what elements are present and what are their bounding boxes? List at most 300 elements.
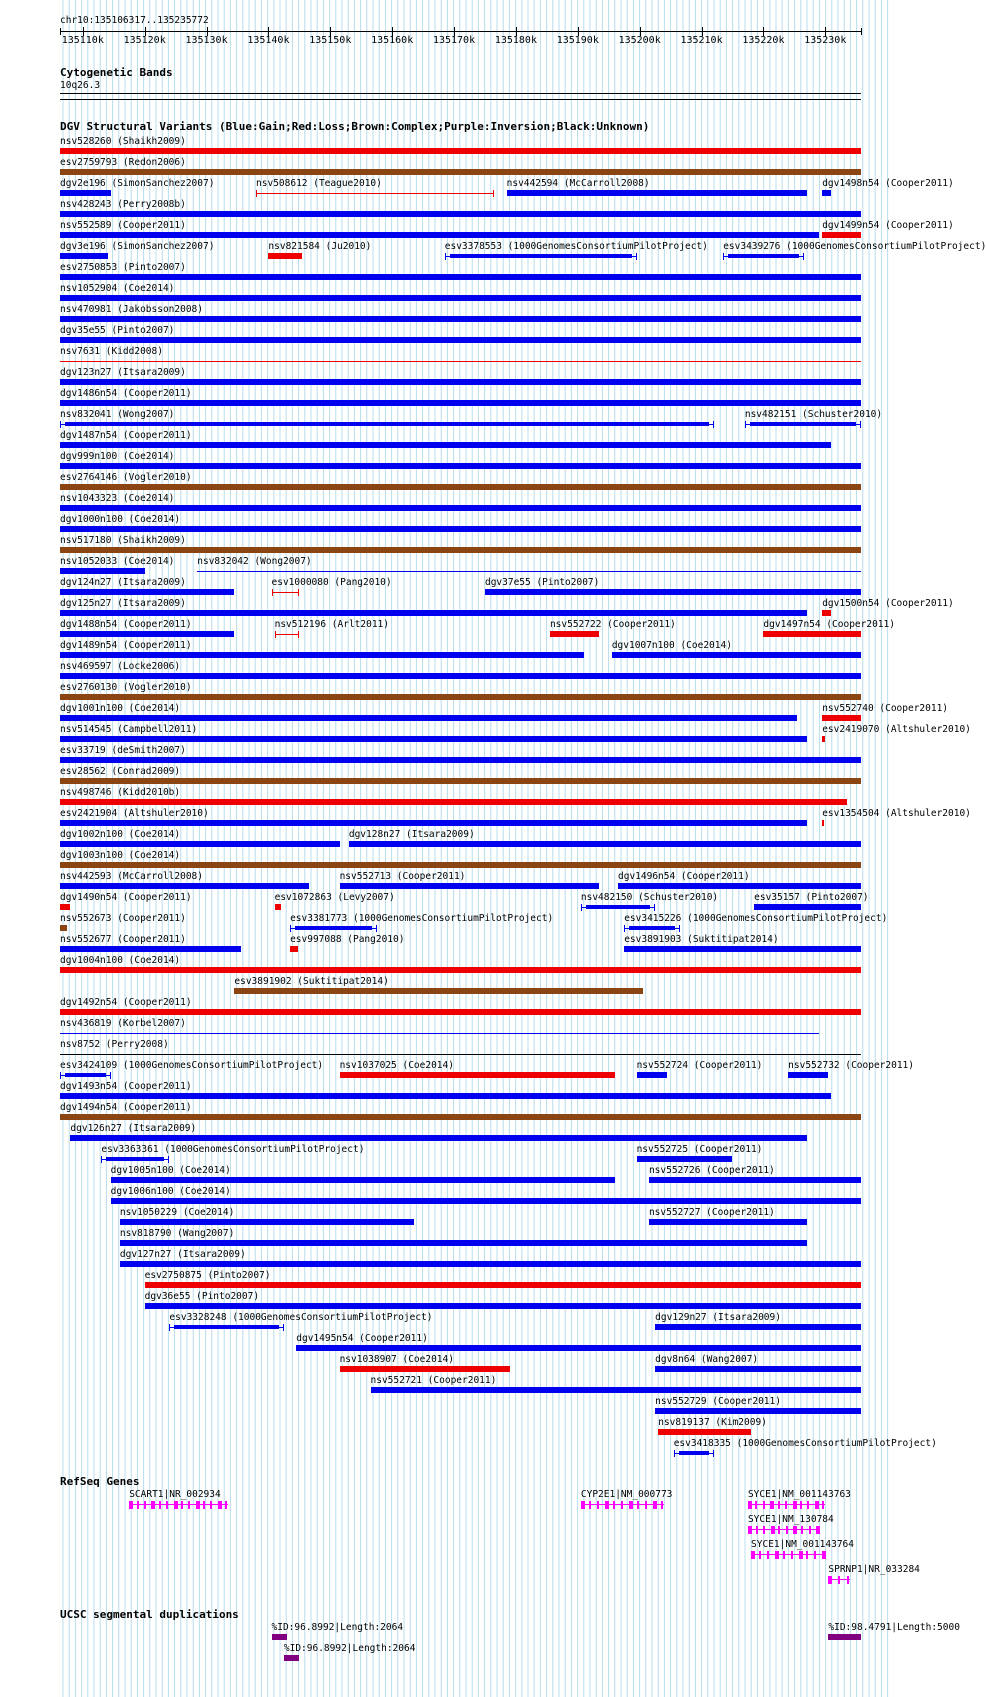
dgv-feature-bar[interactable] bbox=[120, 1240, 807, 1246]
refseq-gene-exon bbox=[793, 1501, 797, 1509]
ruler-tick-label: 135230k bbox=[804, 35, 847, 46]
dgv-feature-cap bbox=[860, 421, 861, 428]
dgv-feature-bar[interactable] bbox=[60, 631, 234, 637]
dgv-feature-label[interactable]: nsv1052904 (Coe2014) bbox=[60, 283, 175, 294]
dgv-feature-label[interactable]: nsv552729 (Cooper2011) bbox=[655, 1396, 781, 1407]
dgv-feature-label[interactable]: nsv552724 (Cooper2011) bbox=[636, 1060, 763, 1071]
dgv-feature-bar[interactable] bbox=[60, 589, 234, 595]
ruler-range-label: chr10:135106317..135235772 bbox=[60, 15, 209, 26]
dgv-feature-label[interactable]: nsv552740 (Cooper2011) bbox=[822, 703, 949, 714]
dgv-feature-label[interactable]: nsv482151 (Schuster2010) bbox=[744, 409, 883, 420]
dgv-feature-bar[interactable] bbox=[60, 568, 145, 574]
refseq-gene-exon bbox=[775, 1551, 779, 1559]
dgv-feature-core bbox=[728, 254, 798, 258]
dgv-feature-label[interactable]: esv2419070 (Altshuler2010) bbox=[822, 724, 971, 735]
dgv-feature-bar[interactable] bbox=[655, 1324, 861, 1330]
refseq-gene-exon bbox=[767, 1551, 769, 1559]
dgv-feature-bar[interactable] bbox=[788, 1072, 828, 1078]
dgv-feature-cap bbox=[275, 631, 276, 638]
refseq-gene-exon bbox=[748, 1526, 752, 1534]
refseq-gene-exon bbox=[151, 1501, 155, 1509]
dgv-feature-label[interactable]: dgv1500n54 (Cooper2011) bbox=[822, 598, 954, 609]
dgv-feature-bar[interactable] bbox=[60, 925, 67, 931]
refseq-gene-label[interactable]: CYP2E1|NM_000773 bbox=[580, 1489, 673, 1500]
dgv-feature-bar[interactable] bbox=[60, 526, 861, 532]
dgv-feature-bar[interactable] bbox=[822, 715, 861, 721]
refseq-gene-exon bbox=[748, 1501, 752, 1509]
dgv-feature-label[interactable]: dgv1006n100 (Coe2014) bbox=[110, 1186, 231, 1197]
dgv-feature-label[interactable]: dgv1003n100 (Coe2014) bbox=[60, 850, 181, 861]
refseq-gene-exon bbox=[144, 1501, 146, 1509]
dgv-feature-label[interactable]: nsv1038907 (Coe2014) bbox=[339, 1354, 454, 1365]
dgv-feature-cap bbox=[493, 190, 494, 197]
dgv-feature-label[interactable]: dgv128n27 (Itsara2009) bbox=[348, 829, 475, 840]
dgv-feature-bar[interactable] bbox=[822, 190, 831, 196]
dgv-feature-bar[interactable] bbox=[111, 1177, 615, 1183]
dgv-feature-cap bbox=[298, 631, 299, 638]
ruler-tick-label: 135170k bbox=[432, 35, 476, 46]
dgv-feature-label[interactable]: nsv436819 (Korbel2007) bbox=[60, 1018, 186, 1029]
ruler-tick-label: 135140k bbox=[247, 35, 290, 46]
dgv-feature-label[interactable]: dgv3e196 (SimonSanchez2007) bbox=[60, 241, 215, 252]
dgv-feature-label[interactable]: dgv1490n54 (Cooper2011) bbox=[60, 892, 192, 903]
dgv-feature-label[interactable]: nsv512196 (Arlt2011) bbox=[274, 619, 389, 630]
dgv-feature-bar[interactable] bbox=[655, 1408, 861, 1414]
dgv-feature-bar[interactable] bbox=[290, 946, 298, 952]
dgv-feature-label[interactable]: dgv1488n54 (Cooper2011) bbox=[60, 619, 192, 630]
dgv-feature-label[interactable]: nsv517180 (Shaikh2009) bbox=[60, 535, 186, 546]
dgv-feature-label[interactable]: nsv482150 (Schuster2010) bbox=[580, 892, 719, 903]
dgv-feature-label[interactable]: dgv1002n100 (Coe2014) bbox=[60, 829, 181, 840]
refseq-gene-exon bbox=[621, 1501, 623, 1509]
refseq-gene-exon bbox=[800, 1501, 802, 1509]
dgv-feature-bar[interactable] bbox=[655, 1366, 861, 1372]
dgv-feature-bar[interactable] bbox=[371, 1387, 861, 1393]
dgv-feature-label[interactable]: esv3363361 (1000GenomesConsortiumPilotProject) bbox=[101, 1144, 365, 1155]
dgv-feature-cap bbox=[679, 925, 680, 932]
dgv-feature-cap bbox=[581, 904, 582, 911]
dgv-feature-bar[interactable] bbox=[60, 361, 861, 362]
ruler-tick-label: 135110k bbox=[61, 35, 104, 46]
dgv-feature-bar[interactable] bbox=[60, 316, 861, 322]
dgv-feature-bar[interactable] bbox=[60, 400, 861, 406]
dgv-feature-label[interactable]: nsv470981 (Jakobsson2008) bbox=[60, 304, 203, 315]
dgv-feature-core bbox=[750, 422, 856, 426]
dgv-feature-label[interactable]: nsv1050229 (Coe2014) bbox=[119, 1207, 235, 1218]
dgv-feature-bar[interactable] bbox=[822, 820, 824, 826]
dgv-feature-label[interactable]: dgv36e55 (Pinto2007) bbox=[144, 1291, 260, 1302]
dgv-feature-cap bbox=[745, 421, 746, 428]
refseq-gene-exon bbox=[645, 1501, 647, 1509]
dgv-feature-label[interactable]: dgv1007n100 (Coe2014) bbox=[611, 640, 732, 651]
refseq-gene-exon bbox=[822, 1551, 826, 1559]
dgv-feature-bar[interactable] bbox=[60, 652, 584, 658]
refseq-gene-exon bbox=[129, 1501, 133, 1509]
refseq-gene-exon bbox=[785, 1501, 787, 1509]
refseq-gene-exon bbox=[174, 1501, 178, 1509]
dgv-feature-label[interactable]: nsv552589 (Cooper2011) bbox=[60, 220, 186, 231]
dgv-feature-label[interactable]: esv28562 (Conrad2009) bbox=[60, 766, 181, 777]
dgv-feature-label[interactable]: dgv1496n54 (Cooper2011) bbox=[618, 871, 750, 882]
dgv-feature-core bbox=[106, 1157, 164, 1161]
cytoband-label: 10q26.3 bbox=[60, 80, 101, 91]
dgv-feature-bar[interactable] bbox=[275, 634, 300, 635]
dgv-feature-bar[interactable] bbox=[763, 631, 861, 637]
refseq-gene-exon bbox=[806, 1551, 808, 1559]
dgv-feature-bar[interactable] bbox=[197, 571, 861, 572]
dgv-feature-label[interactable]: dgv1497n54 (Cooper2011) bbox=[763, 619, 895, 630]
dgv-feature-bar[interactable] bbox=[60, 190, 111, 196]
dgv-feature-bar[interactable] bbox=[60, 799, 847, 805]
dgv-feature-label[interactable]: esv3891902 (Suktitipat2014) bbox=[234, 976, 389, 987]
dgv-feature-label[interactable]: esv3381773 (1000GenomesConsortiumPilotProject) bbox=[290, 913, 554, 924]
refseq-gene-label[interactable]: SYCE1|NM_001143763 bbox=[747, 1489, 851, 1500]
dgv-feature-bar[interactable] bbox=[60, 211, 861, 217]
dgv-feature-label[interactable]: esv3424109 (1000GenomesConsortiumPilotProject) bbox=[60, 1060, 324, 1071]
refseq-gene-exon bbox=[770, 1501, 774, 1509]
dgv-feature-label[interactable]: nsv1043323 (Coe2014) bbox=[60, 493, 175, 504]
dgv-feature-label[interactable]: nsv428243 (Perry2008b) bbox=[60, 199, 186, 210]
dgv-feature-cap bbox=[624, 925, 625, 932]
dgv-feature-bar[interactable] bbox=[60, 253, 108, 259]
ruler-tick-label: 135130k bbox=[185, 35, 228, 46]
dgv-feature-label[interactable]: dgv1499n54 (Cooper2011) bbox=[822, 220, 954, 231]
dgv-feature-bar[interactable] bbox=[754, 904, 861, 910]
dgv-feature-bar[interactable] bbox=[60, 379, 861, 385]
refseq-gene-exon bbox=[755, 1501, 757, 1509]
dgv-feature-label[interactable]: nsv1052033 (Coe2014) bbox=[60, 556, 175, 567]
dgv-feature-cap bbox=[290, 925, 291, 932]
dgv-feature-core bbox=[450, 254, 632, 258]
dgv-feature-bar[interactable] bbox=[60, 1093, 831, 1099]
refseq-gene-exon bbox=[751, 1551, 755, 1559]
dgv-feature-core bbox=[679, 1451, 709, 1455]
dgv-feature-label[interactable]: dgv1489n54 (Cooper2011) bbox=[60, 640, 192, 651]
dgv-feature-bar[interactable] bbox=[234, 988, 642, 994]
dgv-feature-bar[interactable] bbox=[296, 1345, 861, 1351]
dgv-feature-label[interactable]: nsv498746 (Kidd2010b) bbox=[60, 787, 181, 798]
refseq-gene-exon bbox=[793, 1526, 797, 1534]
refseq-gene-exon bbox=[763, 1501, 765, 1509]
dgv-feature-cap bbox=[110, 1072, 111, 1079]
dgv-feature-core bbox=[174, 1325, 278, 1329]
dgv-feature-bar[interactable] bbox=[268, 253, 302, 259]
dgv-feature-cap bbox=[674, 1450, 675, 1457]
dgv-feature-bar[interactable] bbox=[349, 841, 861, 847]
dgv-feature-core bbox=[65, 1073, 106, 1077]
dgv-feature-bar[interactable] bbox=[60, 442, 831, 448]
dgv-feature-label[interactable]: nsv514545 (Campbell2011) bbox=[60, 724, 198, 735]
cytoband-line-lower bbox=[60, 99, 861, 100]
refseq-gene-exon bbox=[637, 1501, 639, 1509]
dgv-feature-bar[interactable] bbox=[145, 1282, 861, 1288]
refseq-gene-exon bbox=[801, 1526, 803, 1534]
refseq-gene-exon bbox=[816, 1526, 820, 1534]
dgv-feature-bar[interactable] bbox=[60, 148, 861, 154]
dgv-feature-cap bbox=[376, 925, 377, 932]
refseq-gene-exon bbox=[786, 1526, 788, 1534]
refseq-gene-exon bbox=[838, 1576, 840, 1584]
segdup-label[interactable]: %ID:96.8992|Length:2064 bbox=[283, 1643, 416, 1654]
dgv-feature-bar[interactable] bbox=[60, 463, 861, 469]
dgv-feature-label[interactable]: esv2764146 (Vogler2010) bbox=[60, 472, 192, 483]
dgv-feature-bar[interactable] bbox=[60, 610, 807, 616]
dgv-feature-label[interactable]: nsv552727 (Cooper2011) bbox=[648, 1207, 775, 1218]
ruler-tick-label: 135200k bbox=[618, 35, 661, 46]
dgv-feature-bar[interactable] bbox=[658, 1429, 751, 1435]
dgv-feature-bar[interactable] bbox=[70, 1135, 806, 1141]
dgv-feature-label[interactable]: nsv528260 (Shaikh2009) bbox=[60, 136, 186, 147]
dgv-feature-label[interactable]: dgv1498n54 (Cooper2011) bbox=[822, 178, 954, 189]
refseq-gene-exon bbox=[605, 1501, 609, 1509]
dgv-feature-bar[interactable] bbox=[550, 631, 599, 637]
refseq-gene-exon bbox=[807, 1501, 809, 1509]
segdup-label[interactable]: %ID:96.8992|Length:2064 bbox=[271, 1622, 404, 1633]
dgv-feature-bar[interactable] bbox=[649, 1219, 807, 1225]
dgv-feature-bar[interactable] bbox=[272, 592, 300, 593]
segdup-bar[interactable] bbox=[828, 1634, 861, 1640]
dgv-feature-label[interactable]: dgv8n64 (Wang2007) bbox=[655, 1354, 759, 1365]
dgv-feature-cap bbox=[168, 1156, 169, 1163]
dgv-feature-label[interactable]: dgv1005n100 (Coe2014) bbox=[110, 1165, 231, 1176]
dgv-feature-bar[interactable] bbox=[649, 1177, 861, 1183]
dgv-feature-bar[interactable] bbox=[60, 232, 819, 238]
dgv-feature-label[interactable]: dgv35e55 (Pinto2007) bbox=[60, 325, 175, 336]
refseq-gene-exon bbox=[759, 1551, 761, 1559]
dgv-feature-label[interactable]: nsv832042 (Wong2007) bbox=[197, 556, 312, 567]
dgv-feature-bar[interactable] bbox=[60, 274, 861, 280]
dgv-feature-bar[interactable] bbox=[145, 1303, 861, 1309]
dgv-feature-label[interactable]: dgv1487n54 (Cooper2011) bbox=[60, 430, 192, 441]
dgv-feature-bar[interactable] bbox=[60, 778, 861, 784]
dgv-feature-cap bbox=[445, 253, 446, 260]
dgv-feature-label[interactable]: dgv123n27 (Itsara2009) bbox=[60, 367, 186, 378]
refseq-gene-exon bbox=[196, 1501, 200, 1509]
dgv-feature-cap bbox=[803, 253, 804, 260]
dgv-feature-bar[interactable] bbox=[275, 904, 281, 910]
dgv-feature-label[interactable]: nsv552677 (Cooper2011) bbox=[60, 934, 186, 945]
dgv-track-title[interactable]: DGV Structural Variants (Blue:Gain;Red:Loss;Brown:Complex;Purple:Inversion;Black:Unknown) bbox=[60, 120, 650, 133]
dgv-feature-bar[interactable] bbox=[624, 946, 861, 952]
dgv-feature-label[interactable]: dgv1486n54 (Cooper2011) bbox=[60, 388, 192, 399]
dgv-feature-bar[interactable] bbox=[60, 547, 861, 553]
refseq-gene-exon bbox=[778, 1526, 780, 1534]
dgv-feature-bar[interactable] bbox=[822, 610, 831, 616]
dgv-feature-core bbox=[65, 422, 709, 426]
dgv-feature-label[interactable]: nsv442594 (McCarroll2008) bbox=[506, 178, 650, 189]
dgv-feature-label[interactable]: nsv7631 (Kidd2008) bbox=[60, 346, 163, 357]
dgv-feature-label[interactable]: nsv832041 (Wong2007) bbox=[60, 409, 175, 420]
refseq-gene-exon bbox=[181, 1501, 183, 1509]
dgv-feature-bar[interactable] bbox=[340, 1366, 510, 1372]
dgv-feature-label[interactable]: esv33719 (deSmith2007) bbox=[60, 745, 186, 756]
dgv-feature-label[interactable]: esv3378553 (1000GenomesConsortiumPilotProject) bbox=[444, 241, 708, 252]
dgv-feature-bar[interactable] bbox=[822, 232, 861, 238]
dgv-feature-cap bbox=[723, 253, 724, 260]
dgv-feature-bar[interactable] bbox=[822, 736, 825, 742]
dgv-feature-bar[interactable] bbox=[637, 1072, 668, 1078]
dgv-feature-label[interactable]: dgv1000n100 (Coe2014) bbox=[60, 514, 181, 525]
dgv-feature-label[interactable]: esv3415226 (1000GenomesConsortiumPilotProject) bbox=[624, 913, 888, 924]
dgv-feature-label[interactable]: nsv442593 (McCarroll2008) bbox=[60, 871, 203, 882]
dgv-feature-bar[interactable] bbox=[256, 193, 494, 194]
dgv-feature-core bbox=[629, 926, 675, 930]
dgv-feature-label[interactable]: esv2421904 (Altshuler2010) bbox=[60, 808, 209, 819]
dgv-feature-bar[interactable] bbox=[60, 1114, 861, 1120]
ruler-tick-label: 135190k bbox=[556, 35, 599, 46]
cytoband-line bbox=[60, 93, 861, 94]
dgv-feature-bar[interactable] bbox=[111, 1198, 861, 1204]
segdup-track-title[interactable]: UCSC segmental duplications bbox=[60, 1608, 239, 1621]
dgv-feature-label[interactable]: nsv508612 (Teague2010) bbox=[256, 178, 382, 189]
dgv-feature-core bbox=[295, 926, 372, 930]
dgv-feature-bar[interactable] bbox=[340, 1072, 615, 1078]
dgv-feature-label[interactable]: nsv552721 (Cooper2011) bbox=[370, 1375, 497, 1386]
dgv-feature-label[interactable]: esv3891903 (Suktitipat2014) bbox=[624, 934, 779, 945]
dgv-feature-label[interactable]: esv3439276 (1000GenomesConsortiumPilotProject) bbox=[723, 241, 986, 252]
dgv-feature-bar[interactable] bbox=[60, 337, 861, 343]
refseq-gene-exon bbox=[771, 1526, 775, 1534]
dgv-feature-bar[interactable] bbox=[60, 505, 861, 511]
dgv-feature-label[interactable]: dgv1493n54 (Cooper2011) bbox=[60, 1081, 192, 1092]
dgv-feature-label[interactable]: esv2760130 (Vogler2010) bbox=[60, 682, 192, 693]
refseq-gene-exon bbox=[166, 1501, 168, 1509]
dgv-feature-label[interactable]: nsv8752 (Perry2008) bbox=[60, 1039, 169, 1050]
dgv-feature-bar[interactable] bbox=[60, 820, 807, 826]
dgv-feature-label[interactable]: esv35157 (Pinto2007) bbox=[754, 892, 869, 903]
dgv-feature-bar[interactable] bbox=[60, 967, 861, 973]
dgv-feature-label[interactable]: nsv819137 (Kim2009) bbox=[658, 1417, 767, 1428]
dgv-feature-bar[interactable] bbox=[507, 190, 807, 196]
dgv-feature-label[interactable]: nsv552722 (Cooper2011) bbox=[549, 619, 676, 630]
dgv-feature-bar[interactable] bbox=[60, 736, 807, 742]
dgv-feature-label[interactable]: nsv552726 (Cooper2011) bbox=[648, 1165, 775, 1176]
dgv-feature-label[interactable]: dgv129n27 (Itsara2009) bbox=[655, 1312, 781, 1323]
dgv-feature-bar[interactable] bbox=[637, 1156, 733, 1162]
dgv-feature-label[interactable]: dgv1495n54 (Cooper2011) bbox=[296, 1333, 428, 1344]
dgv-feature-bar[interactable] bbox=[485, 589, 861, 595]
cytoband-track-title[interactable]: Cytogenetic Bands bbox=[60, 66, 173, 79]
dgv-feature-label[interactable]: esv2759793 (Redon2006) bbox=[60, 157, 186, 168]
dgv-feature-bar[interactable] bbox=[612, 652, 861, 658]
dgv-feature-bar[interactable] bbox=[60, 694, 861, 700]
dgv-feature-label[interactable]: dgv1004n100 (Coe2014) bbox=[60, 955, 181, 966]
refseq-gene-label[interactable]: SCART1|NR_002934 bbox=[129, 1489, 221, 1500]
dgv-feature-bar[interactable] bbox=[60, 295, 861, 301]
refseq-gene-exon bbox=[188, 1501, 190, 1509]
dgv-feature-label[interactable]: nsv552713 (Cooper2011) bbox=[339, 871, 466, 882]
dgv-feature-label[interactable]: nsv552732 (Cooper2011) bbox=[788, 1060, 914, 1071]
dgv-feature-label[interactable]: dgv1494n54 (Cooper2011) bbox=[60, 1102, 192, 1113]
dgv-feature-bar[interactable] bbox=[120, 1219, 414, 1225]
dgv-feature-bar[interactable] bbox=[60, 1033, 819, 1034]
dgv-feature-label[interactable]: dgv125n27 (Itsara2009) bbox=[60, 598, 186, 609]
dgv-feature-cap bbox=[713, 421, 714, 428]
dgv-feature-cap bbox=[636, 253, 637, 260]
refseq-gene-exon bbox=[783, 1551, 785, 1559]
segdup-bar[interactable] bbox=[272, 1634, 287, 1640]
dgv-feature-bar[interactable] bbox=[60, 904, 70, 910]
refseq-gene-label[interactable]: SYCE1|NM_001143764 bbox=[751, 1539, 854, 1550]
dgv-feature-bar[interactable] bbox=[340, 883, 600, 889]
refseq-gene-exon bbox=[653, 1501, 657, 1509]
dgv-feature-bar[interactable] bbox=[60, 841, 340, 847]
dgv-feature-label[interactable]: nsv821584 (Ju2010) bbox=[268, 241, 372, 252]
refseq-gene-exon bbox=[847, 1576, 849, 1584]
dgv-feature-cap bbox=[713, 1450, 714, 1457]
dgv-feature-label[interactable]: esv3418335 (1000GenomesConsortiumPilotProject) bbox=[673, 1438, 937, 1449]
dgv-feature-label[interactable]: nsv469597 (Locke2006) bbox=[60, 661, 181, 672]
refseq-gene-exon bbox=[225, 1501, 227, 1509]
dgv-feature-label[interactable]: esv2750853 (Pinto2007) bbox=[60, 262, 186, 273]
dgv-feature-bar[interactable] bbox=[60, 1009, 861, 1015]
refseq-gene-exon bbox=[589, 1501, 591, 1509]
dgv-feature-bar[interactable] bbox=[60, 715, 797, 721]
dgv-feature-label[interactable]: nsv552725 (Cooper2011) bbox=[636, 1144, 763, 1155]
ruler-right-end bbox=[861, 28, 862, 35]
refseq-gene-exon bbox=[137, 1501, 139, 1509]
dgv-feature-bar[interactable] bbox=[60, 1054, 861, 1055]
dgv-feature-label[interactable]: dgv127n27 (Itsara2009) bbox=[119, 1249, 246, 1260]
segdup-label[interactable]: %ID:98.4791|Length:5000 bbox=[828, 1622, 960, 1633]
refseq-gene-exon bbox=[791, 1551, 793, 1559]
refseq-gene-label[interactable]: SYCE1|NM_130784 bbox=[747, 1514, 834, 1525]
refseq-gene-exon bbox=[203, 1501, 205, 1509]
dgv-feature-label[interactable]: dgv1492n54 (Cooper2011) bbox=[60, 997, 192, 1008]
segdup-bar[interactable] bbox=[284, 1655, 299, 1661]
dgv-feature-label[interactable]: esv1072863 (Levy2007) bbox=[274, 892, 395, 903]
dgv-feature-label[interactable]: dgv2e196 (SimonSanchez2007) bbox=[60, 178, 215, 189]
dgv-feature-bar[interactable] bbox=[60, 757, 861, 763]
dgv-feature-label[interactable]: esv3328248 (1000GenomesConsortiumPilotProject) bbox=[169, 1312, 433, 1323]
dgv-feature-label[interactable]: esv2750875 (Pinto2007) bbox=[144, 1270, 271, 1281]
refseq-gene-exon bbox=[756, 1526, 758, 1534]
dgv-feature-bar[interactable] bbox=[60, 883, 309, 889]
ruler-tick-label: 135160k bbox=[371, 35, 414, 46]
refseq-gene-label[interactable]: SPRNP1|NR_033284 bbox=[828, 1564, 920, 1575]
refseq-gene-exon bbox=[822, 1501, 824, 1509]
dgv-feature-label[interactable]: dgv1001n100 (Coe2014) bbox=[60, 703, 181, 714]
dgv-feature-label[interactable]: esv997088 (Pang2010) bbox=[290, 934, 405, 945]
ruler-tick-label: 135220k bbox=[742, 35, 785, 46]
dgv-feature-bar[interactable] bbox=[60, 862, 861, 868]
refseq-gene-exon bbox=[218, 1501, 222, 1509]
dgv-feature-label[interactable]: nsv1037025 (Coe2014) bbox=[339, 1060, 454, 1071]
dgv-feature-label[interactable]: nsv818790 (Wang2007) bbox=[119, 1228, 235, 1239]
dgv-feature-label[interactable]: dgv999n100 (Coe2014) bbox=[60, 451, 175, 462]
ruler-tick-label: 135150k bbox=[309, 35, 352, 46]
dgv-feature-label[interactable]: dgv126n27 (Itsara2009) bbox=[70, 1123, 197, 1134]
dgv-feature-bar[interactable] bbox=[618, 883, 861, 889]
dgv-feature-cap bbox=[272, 589, 273, 596]
dgv-feature-label[interactable]: nsv552673 (Cooper2011) bbox=[60, 913, 186, 924]
dgv-feature-label[interactable]: esv1354504 (Altshuler2010) bbox=[822, 808, 971, 819]
dgv-feature-cap bbox=[283, 1324, 284, 1331]
dgv-feature-label[interactable]: dgv124n27 (Itsara2009) bbox=[60, 577, 186, 588]
dgv-feature-bar[interactable] bbox=[60, 484, 861, 490]
dgv-feature-cap bbox=[256, 190, 257, 197]
dgv-feature-bar[interactable] bbox=[60, 946, 241, 952]
dgv-feature-label[interactable]: dgv37e55 (Pinto2007) bbox=[484, 577, 600, 588]
dgv-feature-cap bbox=[101, 1156, 102, 1163]
refseq-gene-exon bbox=[815, 1501, 819, 1509]
refseq-gene-exon bbox=[629, 1501, 633, 1509]
dgv-feature-label[interactable]: esv1000080 (Pang2010) bbox=[271, 577, 392, 588]
dgv-feature-bar[interactable] bbox=[120, 1261, 861, 1267]
refseq-track-title[interactable]: RefSeq Genes bbox=[60, 1475, 140, 1488]
dgv-feature-bar[interactable] bbox=[60, 169, 861, 175]
dgv-feature-bar[interactable] bbox=[60, 673, 861, 679]
